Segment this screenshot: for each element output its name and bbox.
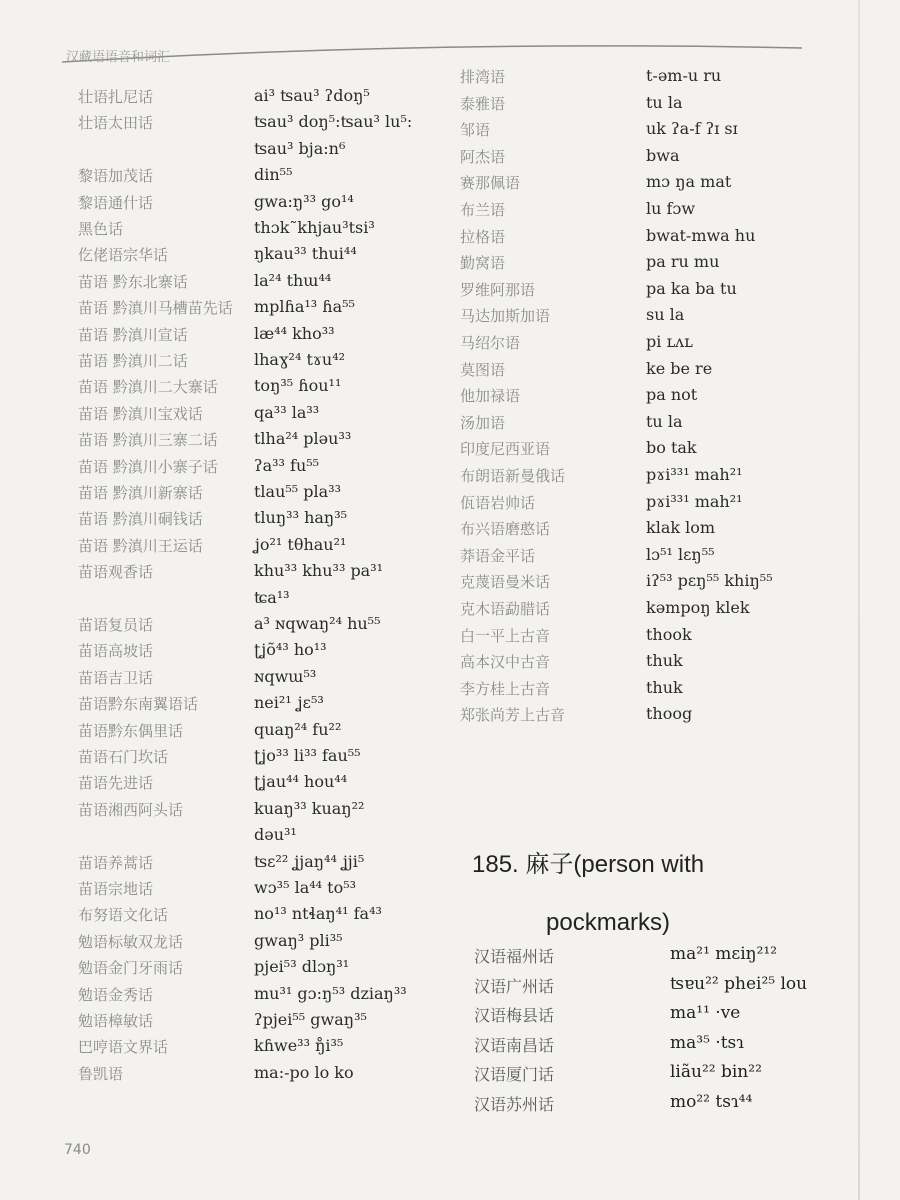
language-name: 苗语 黔滇川小寨子话 bbox=[78, 457, 218, 476]
word-form: nei²¹ ʝɛ⁵³ bbox=[254, 693, 324, 713]
language-name: 马绍尔语 bbox=[460, 334, 521, 352]
entry-row bbox=[78, 429, 438, 455]
language-name: 黑色话 bbox=[78, 220, 124, 238]
entry-row bbox=[78, 746, 438, 772]
language-name: 勉语金门牙雨话 bbox=[78, 959, 184, 978]
entry-row bbox=[460, 412, 860, 439]
entry-row bbox=[474, 1062, 864, 1092]
entry-row bbox=[474, 1003, 864, 1033]
word-form: ʈʝo³³ li³³ fau⁵⁵ bbox=[254, 746, 361, 765]
entry-row bbox=[460, 571, 860, 598]
entry-row bbox=[78, 508, 438, 534]
entry-row bbox=[78, 667, 438, 693]
language-name: 汤加语 bbox=[460, 413, 506, 432]
word-form: ma³⁵ ·tsɿ bbox=[670, 1032, 744, 1053]
word-form: ʦau³ bja:n⁶ bbox=[254, 138, 346, 158]
word-form: læ⁴⁴ kho³³ bbox=[254, 323, 335, 343]
language-name: 拉格语 bbox=[460, 227, 506, 246]
entry-row bbox=[78, 878, 438, 904]
language-name: 苗语高坡话 bbox=[78, 642, 154, 661]
language-name: 汉语广州话 bbox=[474, 976, 555, 996]
language-name: 苗语黔东南翼语话 bbox=[78, 695, 199, 714]
language-name: 苗语观香话 bbox=[78, 563, 154, 582]
word-form: gwaŋ³ pli³⁵ bbox=[254, 930, 343, 950]
entry-row bbox=[460, 359, 860, 386]
word-form: thuk bbox=[646, 651, 683, 671]
entry-row bbox=[78, 772, 438, 798]
entry-row bbox=[460, 651, 860, 678]
word-form: ŋkau³³ thui⁴⁴ bbox=[254, 244, 357, 264]
word-form: pa not bbox=[646, 385, 698, 405]
entry-row bbox=[78, 720, 438, 746]
language-name: 罗维阿那语 bbox=[460, 280, 536, 299]
word-form: lu fɔw bbox=[646, 199, 696, 218]
language-name: 苗语 黔滇川新寨话 bbox=[78, 484, 203, 502]
language-name: 李方桂上古音 bbox=[460, 679, 551, 698]
word-form: mplɦa¹³ ɦa⁵⁵ bbox=[254, 297, 355, 317]
language-name: 高本汉中古音 bbox=[460, 653, 551, 672]
language-name: 壮语扎尼话 bbox=[78, 88, 154, 106]
language-name: 苗语石门坎话 bbox=[78, 748, 169, 766]
word-form: thɔk˜khjau³tsi³ bbox=[254, 218, 375, 237]
word-form: ʝo²¹ tθhau²¹ bbox=[254, 534, 347, 554]
language-name: 莽语金平话 bbox=[460, 546, 536, 565]
entry-row bbox=[460, 438, 860, 465]
entry-row bbox=[474, 1092, 864, 1122]
entry-row bbox=[460, 598, 860, 625]
word-form: tluŋ³³ haŋ³⁵ bbox=[254, 508, 348, 528]
language-name: 佤语岩帅话 bbox=[460, 493, 536, 512]
word-form: pɤi³³¹ mah²¹ bbox=[646, 465, 743, 484]
word-form: ɴqwɯ⁵³ bbox=[254, 666, 317, 686]
word-form: ke be re bbox=[646, 358, 713, 378]
language-name: 勉语樟敏话 bbox=[78, 1012, 154, 1030]
language-name: 黎语加茂话 bbox=[78, 167, 154, 186]
language-name: 勉语标敏双龙话 bbox=[78, 932, 184, 951]
entry-row bbox=[460, 385, 860, 412]
page-number: 740 bbox=[64, 1142, 91, 1158]
entry-row bbox=[460, 492, 860, 519]
language-name: 白一平上古音 bbox=[460, 626, 551, 645]
language-name: 苗语 黔滇川二话 bbox=[78, 352, 188, 370]
entry-row bbox=[460, 332, 860, 359]
entry-row bbox=[460, 226, 860, 253]
word-form: kuaŋ³³ kuaŋ²² bbox=[254, 798, 365, 818]
entry-row bbox=[78, 799, 438, 825]
language-name: 苗语养蒿话 bbox=[78, 853, 154, 872]
entry-row bbox=[78, 244, 438, 270]
entry-row bbox=[78, 588, 438, 614]
word-form: mo²² tsɿ⁴⁴ bbox=[670, 1091, 753, 1112]
language-name: 布兰语 bbox=[460, 201, 506, 219]
entry-row bbox=[460, 545, 860, 572]
section-title-line2: pockmarks) bbox=[546, 909, 671, 936]
language-name: 勉语金秀话 bbox=[78, 985, 154, 1004]
word-form: iʔ⁵³ pɛŋ⁵⁵ khiŋ⁵⁵ bbox=[646, 571, 773, 591]
entry-row bbox=[78, 218, 438, 244]
entry-row bbox=[78, 403, 438, 429]
word-form: tlha²⁴ pləu³³ bbox=[254, 429, 352, 449]
word-form: kɦwe³³ ŋ̊i³⁵ bbox=[254, 1036, 344, 1056]
word-form: wɔ³⁵ la⁴⁴ to⁵³ bbox=[254, 878, 357, 897]
entry-row bbox=[78, 86, 438, 112]
word-form: ai³ ʦau³ ʔdoŋ⁵ bbox=[254, 86, 370, 105]
word-form: bwat-mwa hu bbox=[646, 225, 756, 245]
entry-row bbox=[78, 640, 438, 666]
entry-row bbox=[460, 252, 860, 279]
language-name: 克蔑语曼米话 bbox=[460, 573, 551, 592]
entry-row bbox=[78, 456, 438, 482]
entry-row bbox=[78, 931, 438, 957]
word-form: ma²¹ mɛiŋ²¹² bbox=[670, 944, 778, 964]
entry-row bbox=[460, 625, 860, 652]
language-name: 苗语 黔滇川马槽苗先话 bbox=[78, 299, 233, 318]
language-name: 苗语 黔滇川王运话 bbox=[78, 536, 203, 555]
language-name: 阿杰语 bbox=[460, 147, 506, 166]
entry-row bbox=[78, 376, 438, 402]
language-name: 苗语黔东偶里话 bbox=[78, 721, 184, 740]
language-name: 黎语通什话 bbox=[78, 193, 154, 212]
language-name: 巴哼语文界话 bbox=[78, 1038, 169, 1057]
entry-row bbox=[474, 944, 864, 974]
entry-row bbox=[78, 852, 438, 878]
language-name: 马达加斯加语 bbox=[460, 307, 551, 326]
language-name: 勤窝语 bbox=[460, 254, 506, 273]
running-title: 汉藏语语音和词汇 bbox=[66, 50, 171, 65]
language-name: 苗语宗地话 bbox=[78, 880, 154, 898]
entry-row bbox=[460, 704, 860, 731]
entry-row bbox=[78, 271, 438, 297]
entry-row bbox=[78, 482, 438, 508]
word-form: thoog bbox=[646, 704, 693, 724]
word-form: din⁵⁵ bbox=[254, 165, 293, 185]
language-name: 汉语福州话 bbox=[474, 947, 555, 966]
language-name: 苗语 黔滇川宝戏话 bbox=[78, 404, 203, 423]
word-form: tu la bbox=[646, 411, 683, 431]
entry-row bbox=[78, 139, 438, 165]
entry-row bbox=[460, 146, 860, 173]
language-name: 苗语 黔东北寨话 bbox=[78, 272, 188, 291]
language-name: 汉语苏州话 bbox=[474, 1094, 555, 1114]
language-name: 苗语湘西阿头话 bbox=[78, 800, 184, 819]
language-name: 仡佬语宗华话 bbox=[78, 246, 169, 265]
word-form: kəmpoŋ klek bbox=[646, 598, 750, 617]
language-name: 印度尼西亚语 bbox=[460, 440, 551, 459]
word-form: qa³³ la³³ bbox=[254, 402, 320, 422]
language-name: 鲁凯语 bbox=[78, 1064, 124, 1083]
entry-row bbox=[460, 93, 860, 120]
entry-row bbox=[460, 465, 860, 492]
word-form: la²⁴ thɯ⁴⁴ bbox=[254, 270, 332, 290]
word-form: pa ru mu bbox=[646, 252, 720, 272]
word-form: dəu³¹ bbox=[254, 825, 297, 845]
word-form: pɤi³³¹ mah²¹ bbox=[646, 491, 743, 511]
language-name: 郑张尚芳上古音 bbox=[460, 706, 566, 725]
entry-row bbox=[78, 561, 438, 587]
entry-row bbox=[78, 904, 438, 930]
entry-row bbox=[78, 535, 438, 561]
entry-row bbox=[78, 1036, 438, 1062]
word-form: klak lom bbox=[646, 518, 716, 538]
word-form: mu³¹ gɔ:ŋ⁵³ dziaŋ³³ bbox=[254, 983, 407, 1003]
word-form: liãu²² bin²² bbox=[670, 1062, 762, 1082]
entry-row bbox=[460, 305, 860, 332]
entry-row bbox=[78, 984, 438, 1010]
word-form: no¹³ ntɬaŋ⁴¹ fa⁴³ bbox=[254, 904, 382, 924]
entry-row bbox=[78, 350, 438, 376]
entry-row bbox=[460, 518, 860, 545]
language-name: 布兴语磨憨话 bbox=[460, 520, 551, 539]
word-form: tu la bbox=[646, 92, 683, 112]
entry-row bbox=[78, 825, 438, 851]
language-name: 排湾语 bbox=[460, 68, 506, 86]
language-name: 赛那佩语 bbox=[460, 174, 521, 193]
word-form: ʦau³ doŋ⁵:ʦau³ lu⁵: bbox=[254, 112, 413, 132]
language-name: 汉语厦门话 bbox=[474, 1065, 555, 1084]
word-form: ʦɛ²² ʝjaŋ⁴⁴ ʝji⁵ bbox=[254, 851, 365, 871]
language-name: 莫图语 bbox=[460, 360, 506, 379]
entry-row bbox=[78, 1010, 438, 1036]
language-name: 苗语 黔滇川二大寨话 bbox=[78, 378, 218, 397]
entry-row bbox=[460, 678, 860, 705]
word-form: thuk bbox=[646, 677, 683, 697]
entry-row bbox=[474, 1033, 864, 1063]
entry-row bbox=[78, 1063, 438, 1089]
language-name: 布努语文化话 bbox=[78, 906, 169, 925]
word-form: ʈʝõ⁴³ ho¹³ bbox=[254, 640, 327, 660]
word-form: ma:-po lo ko bbox=[254, 1062, 354, 1082]
word-form: ʨa¹³ bbox=[254, 587, 290, 607]
entry-row bbox=[460, 119, 860, 146]
word-form: ʦɐu²² phei²⁵ lou bbox=[670, 973, 808, 994]
language-name: 邹语 bbox=[460, 121, 491, 140]
language-name: 克木语勐腊话 bbox=[460, 600, 551, 618]
entry-row bbox=[78, 614, 438, 640]
entry-row bbox=[78, 693, 438, 719]
entry-row bbox=[474, 974, 864, 1004]
word-form: su la bbox=[646, 305, 685, 325]
entry-row bbox=[78, 192, 438, 218]
word-form: uk ʔa-f ʔɪ sɪ bbox=[646, 119, 738, 139]
word-form: ʔpjei⁵⁵ gwaŋ³⁵ bbox=[254, 1010, 367, 1029]
language-name: 苗语 黔滇川硐钱话 bbox=[78, 510, 203, 529]
language-name: 苗语吉卫话 bbox=[78, 668, 154, 687]
language-name: 布朗语新曼俄话 bbox=[460, 467, 566, 485]
language-name: 苗语 黔滇川宣话 bbox=[78, 325, 188, 344]
word-form: gwa:ŋ³³ go¹⁴ bbox=[254, 191, 354, 211]
word-form: mɔ ŋa mat bbox=[646, 172, 732, 192]
word-form: pjei⁵³ dlɔŋ³¹ bbox=[254, 957, 350, 977]
word-form: pi ʟʌʟ bbox=[646, 332, 693, 351]
language-name: 泰雅语 bbox=[460, 94, 506, 113]
entry-row bbox=[78, 324, 438, 350]
entry-row bbox=[78, 112, 438, 138]
entry-row bbox=[460, 199, 860, 226]
language-name: 苗语 黔滇川三寨二话 bbox=[78, 431, 218, 450]
entry-row bbox=[460, 279, 860, 306]
section-title-line1: 185. 麻子(person with bbox=[472, 851, 705, 878]
language-name: 苗语先进话 bbox=[78, 774, 154, 793]
word-form: pa ka ba tu bbox=[646, 278, 737, 298]
word-form: bwa bbox=[646, 145, 680, 165]
entry-row bbox=[78, 165, 438, 191]
header-rule bbox=[62, 40, 802, 66]
entry-row bbox=[78, 297, 438, 323]
word-form: ʈʝau⁴⁴ hou⁴⁴ bbox=[254, 772, 348, 792]
entry-row bbox=[460, 172, 860, 199]
language-name: 他加禄语 bbox=[460, 387, 521, 406]
word-form: khu³³ khu³³ pa³¹ bbox=[254, 561, 384, 581]
word-form: a³ ɴqwaŋ²⁴ hu⁵⁵ bbox=[254, 614, 381, 633]
word-form: lhaɣ²⁴ tɤu⁴² bbox=[254, 350, 346, 369]
language-name: 壮语太田话 bbox=[78, 114, 154, 133]
word-form: tlau⁵⁵ pla³³ bbox=[254, 482, 342, 501]
word-form: toŋ³⁵ ɦou¹¹ bbox=[254, 376, 342, 396]
word-form: quaŋ²⁴ fu²² bbox=[254, 719, 342, 739]
language-name: 汉语南昌话 bbox=[474, 1035, 555, 1055]
section-heading bbox=[472, 836, 802, 952]
language-name: 苗语复员话 bbox=[78, 616, 154, 634]
language-name: 汉语梅县话 bbox=[474, 1006, 555, 1025]
word-form: ma¹¹ ·ve bbox=[670, 1003, 741, 1023]
word-form: ʔa³³ fu⁵⁵ bbox=[254, 455, 320, 475]
word-form: lɔ⁵¹ lɛŋ⁵⁵ bbox=[646, 544, 715, 564]
entry-row bbox=[78, 957, 438, 983]
entry-row bbox=[460, 66, 860, 93]
word-form: t-əm-u ru bbox=[646, 66, 722, 85]
word-form: thook bbox=[646, 624, 692, 644]
word-form: bo tak bbox=[646, 438, 697, 458]
